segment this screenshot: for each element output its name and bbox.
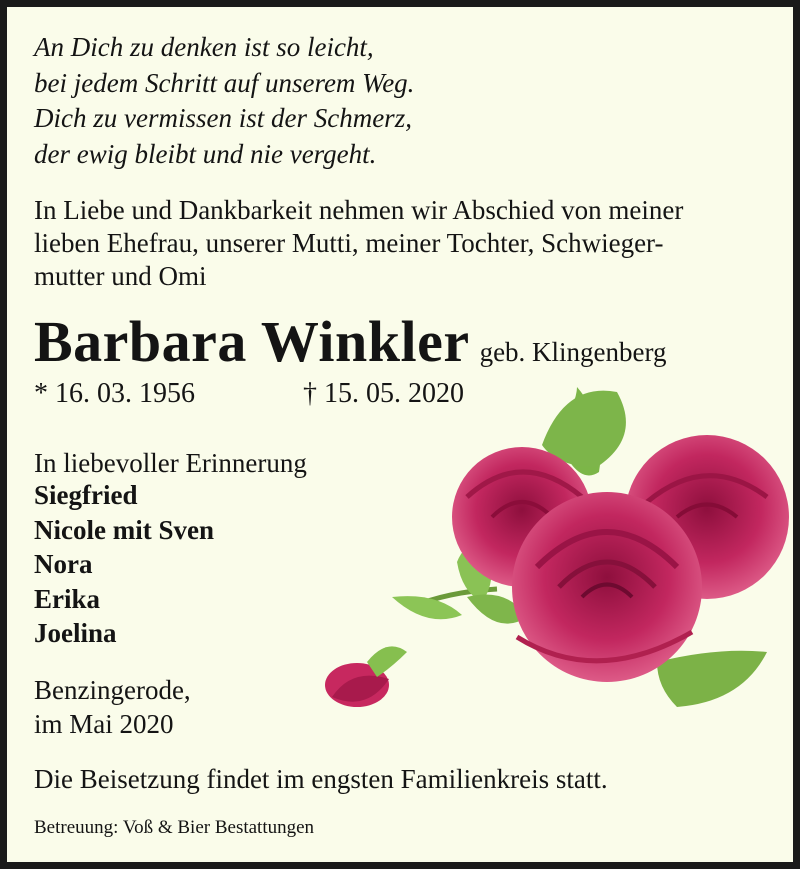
memory-line: In liebevoller Erinnerung: [34, 448, 307, 478]
poem-line: bei jedem Schritt auf unserem Weg.: [34, 67, 415, 98]
intro-line: In Liebe und Dankbarkeit nehmen wir Abschied von meiner: [34, 195, 684, 225]
deceased-name: Barbara Winkler: [34, 309, 470, 374]
deceased-name-row: [34, 308, 667, 375]
intro-line: mutter und Omi: [34, 261, 207, 291]
intro-text: [34, 194, 683, 293]
intro-line: lieben Ehefrau, unserer Mutti, meiner Tochter, Schwieger-: [34, 228, 664, 258]
family-member: Erika: [34, 583, 101, 614]
birth-date: * 16. 03. 1956: [34, 378, 195, 409]
poem-line: An Dich zu denken ist so leicht,: [34, 32, 374, 62]
funeral-service: Betreuung: Voß & Bier Bestattungen: [34, 817, 315, 838]
obituary-card: [7, 7, 793, 862]
date-line: im Mai 2020: [34, 709, 174, 739]
roses-illustration: [297, 367, 793, 742]
poem-line: der ewig bleibt und nie vergeht.: [34, 138, 377, 169]
family-member: Nicole mit Sven: [34, 514, 214, 545]
family-member: Joelina: [34, 618, 117, 648]
poem: [34, 30, 414, 172]
poem-line: Dich zu vermissen ist der Schmerz,: [34, 103, 412, 133]
death-date: † 15. 05. 2020: [303, 378, 464, 409]
maiden-name: geb. Klingenberg: [479, 337, 667, 367]
family-member: Nora: [34, 549, 93, 579]
place-line: Benzingerode,: [34, 675, 191, 705]
place-date: [34, 673, 191, 741]
family-list: [34, 478, 214, 651]
family-member: Siegfried: [34, 480, 138, 510]
burial-note: Die Beisetzung findet im engsten Familienkreis statt.: [34, 764, 608, 794]
